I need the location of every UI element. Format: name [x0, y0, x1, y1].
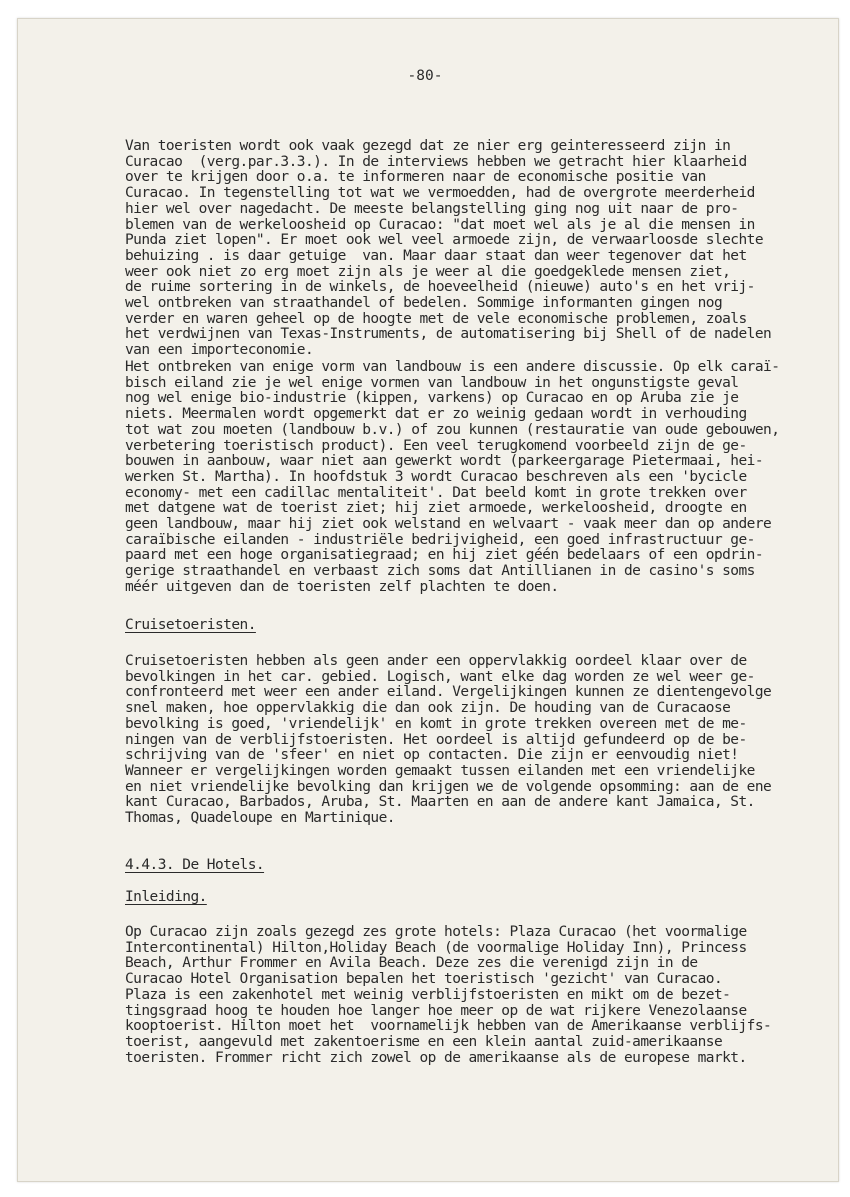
- page-number: -80-: [407, 68, 443, 84]
- heading-section-hotels: 4.4.3. De Hotels.: [125, 857, 265, 873]
- heading-inleiding: Inleiding.: [125, 889, 207, 905]
- paragraph-agriculture: Het ontbreken van enige vorm van landbouw is een andere discussie. Op elk caraï- bisch eiland zie je wel enige vormen van landbouw in het ongunstigste geval nog wel enige bio-industrie (kippen, varkens) op Curacao en op Aruba zie je niets. Meermalen wordt opgemerkt dat er zo weinig gedaan wordt in verhouding tot wat zou moeten (landbouw b.v.) of zou kunnen (restauratie van oude gebouwen, verbetering toeristisch product). Een veel terugkomend voorbeeld zijn de ge- bouwen in aanbouw, waar niet aan gewerkt wordt (parkeergarage Pietermaai, hei- werken St. Martha). In hoofdstuk 3 wordt Curacao beschreven als een 'bycicle economy- met een cadillac mentaliteit'. Dat beeld komt in grote trekken over met datgene wat de toerist ziet; hij ziet armoede, werkeloosheid, droogte en geen landbouw, maar hij ziet ook welstand en welvaart - vaak meer dan op andere caraïbische eilanden - industriële bedrijvigheid, een goed infrastructuur ge- paard met een hoge organisatiegraad; en hij ziet géén bedelaars of een opdrin- gerige straathandel en verbaast zich soms dat Antillianen in de casino's soms méér uitgeven dan de toeristen zelf plachten te doen.: [125, 359, 780, 595]
- paragraph-hotels-intro: Op Curacao zijn zoals gezegd zes grote hotels: Plaza Curacao (het voormalige Intercontinental) Hilton,Holiday Beach (de voormalige Holiday Inn), Princess Beach, Arthur Frommer en Avila Beach. Deze zes die verenigd zijn in de Curacao Hotel Organisation bepalen het toeristisch 'gezicht' van Curacao. Plaza is een zakenhotel met weinig verblijfstoeristen en mikt om de bezet- tingsgraad hoog te houden hoe langer hoe meer op de wat rijkere Venezolaanse kooptoerist. Hilton moet het voornamelijk hebben van de Amerikaanse verblijfs- toerist, aangevuld met zakentoerisme en een klein aantal zuid-amerikaanse toeristen. Frommer richt zich zowel op de amerikaanse als de europese markt.: [125, 924, 772, 1066]
- paragraph-cruise-tourists: Cruisetoeristen hebben als geen ander een oppervlakkig oordeel klaar over de bevolkingen in het car. gebied. Logisch, want elke dag worden ze wel weer ge- confronteerd met weer een ander eiland. Vergelijkingen kunnen ze dientengevolge snel maken, hoe oppervlakkig die dan ook zijn. De houding van de Curacaose bevolking is goed, 'vriendelijk' en komt in grote trekken overeen met de me- ningen van de verblijfstoeristen. Het oordeel is altijd gefundeerd op de be- schrijving van de 'sfeer' en niet op contacten. Die zijn er eenvoudig niet! Wanneer er vergelijkingen worden gemaakt tussen eilanden met een vriendelijke en niet vriendelijke bevolking dan krijgen we de volgende opsomming: aan de ene kant Curacao, Barbados, Aruba, St. Maarten en aan de andere kant Jamaica, St. Thomas, Quadeloupe en Martinique.: [125, 653, 772, 827]
- heading-cruisetoeristen: Cruisetoeristen.: [125, 617, 256, 633]
- paragraph-tourist-views: Van toeristen wordt ook vaak gezegd dat ze nier erg geinteresseerd zijn in Curacao (verg.par.3.3.). In de interviews hebben we getracht hier klaarheid over te krijgen door o.a. te informeren naar de economische positie van Curacao. In tegenstelling tot wat we vermoedden, had de overgrote meerderheid hier wel over nagedacht. De meeste belangstelling ging nog uit naar de pro- blemen van de werkeloosheid op Curacao: "dat moet wel als je al die mensen in Punda ziet lopen". Er moet ook wel veel armoede zijn, de verwaarloosde slechte behuizing . is daar getuige van. Maar daar staat dan weer tegenover dat het weer ook niet zo erg moet zijn als je weer al die goedgeklede mensen ziet, de ruime sortering in de winkels, de hoeveelheid (nieuwe) auto's en het vrij- wel ontbreken van straathandel of bedelen. Sommige informanten gingen nog verder en waren geheel op de hoogte met de vele economische problemen, zoals het verdwijnen van Texas-Instruments, de automatisering bij Shell of de nadelen van een importeconomie.: [125, 138, 772, 359]
